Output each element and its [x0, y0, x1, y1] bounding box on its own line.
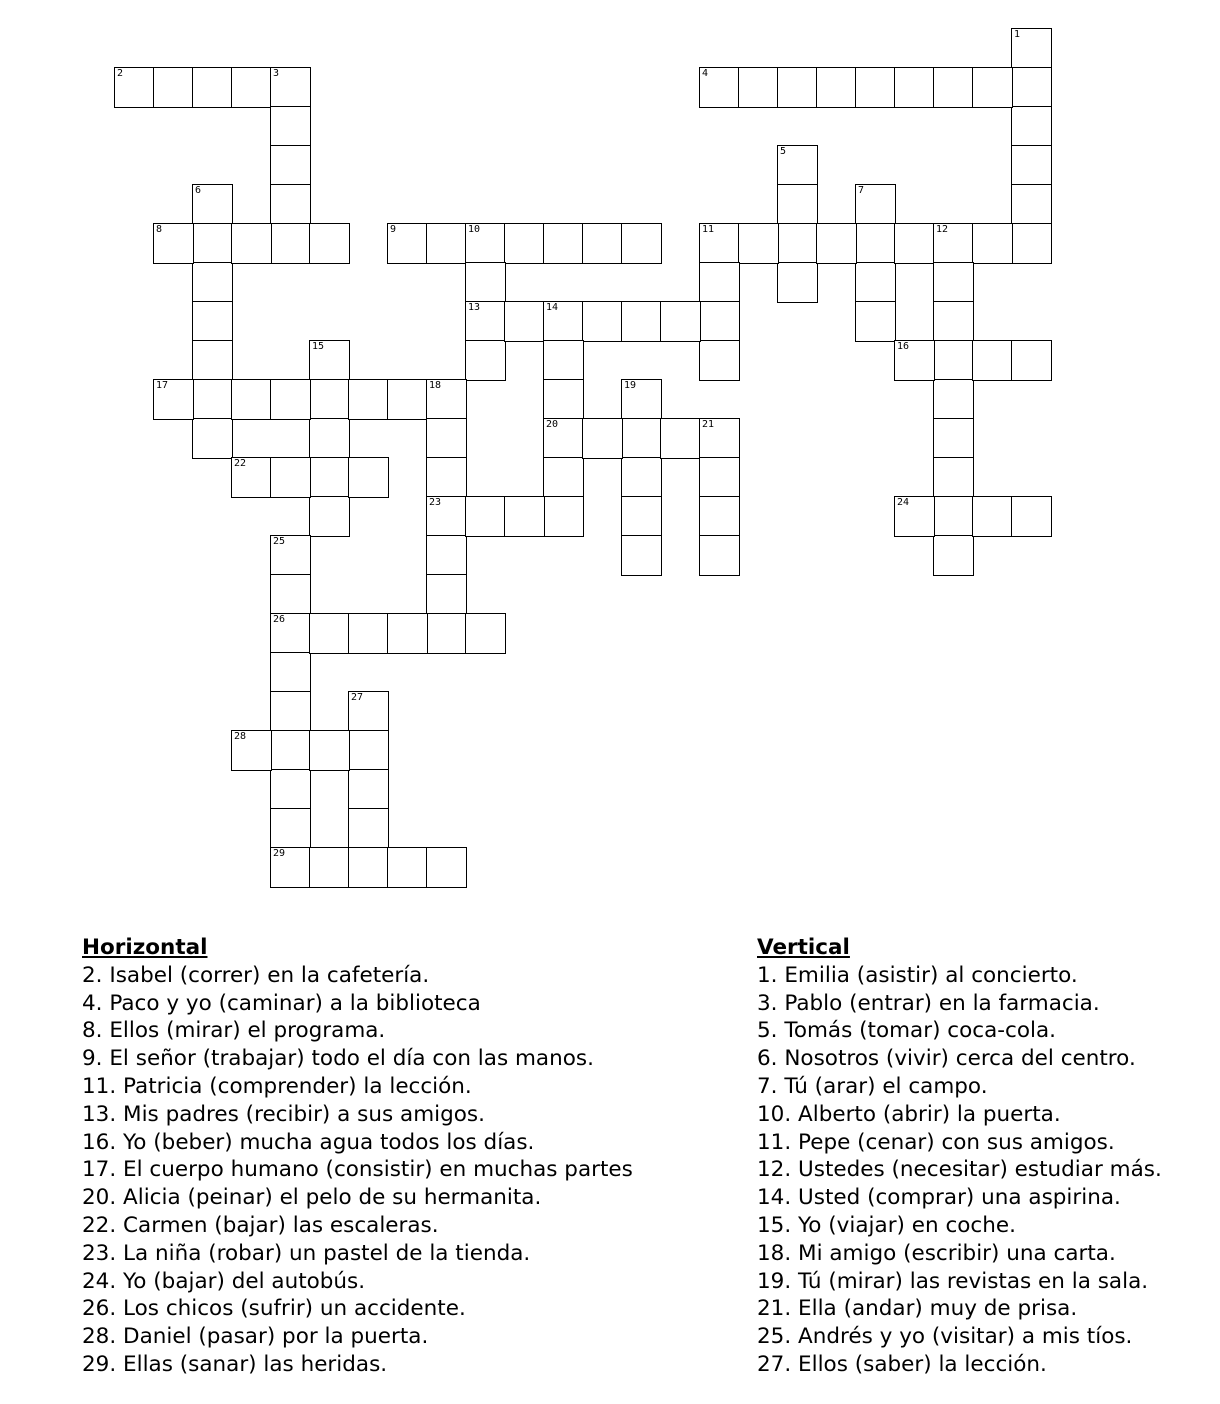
- grid-cell[interactable]: [855, 301, 896, 342]
- grid-cell[interactable]: [426, 496, 467, 537]
- clue-across: 8. Ellos (mirar) el programa.: [82, 1018, 386, 1044]
- grid-cell[interactable]: [582, 418, 623, 459]
- clue-across: 16. Yo (beber) mucha agua todos los días.: [82, 1129, 535, 1155]
- grid-cell[interactable]: [972, 223, 1013, 264]
- grid-cell[interactable]: [933, 301, 974, 342]
- grid-cell[interactable]: [426, 847, 467, 888]
- grid-cell[interactable]: [270, 691, 311, 732]
- grid-cell[interactable]: [348, 769, 389, 810]
- grid-cell[interactable]: [1011, 28, 1052, 69]
- clue-number: 5: [780, 146, 787, 157]
- clue-down: 3. Pablo (entrar) en la farmacia.: [757, 990, 1100, 1016]
- grid-cell[interactable]: [426, 223, 467, 264]
- grid-cell[interactable]: [504, 496, 545, 537]
- grid-cell[interactable]: [894, 340, 935, 381]
- clue-across: 17. El cuerpo humano (consistir) en muchas partes: [82, 1157, 633, 1183]
- clue-number: 9: [390, 224, 397, 235]
- horizontal-clues: [82, 934, 633, 1379]
- clue-down: 5. Tomás (tomar) coca-cola.: [757, 1018, 1056, 1044]
- grid-cell[interactable]: [270, 379, 311, 420]
- clue-across: 28. Daniel (pasar) por la puerta.: [82, 1324, 429, 1350]
- grid-cell[interactable]: [192, 262, 233, 303]
- grid-cell[interactable]: [699, 262, 740, 303]
- grid-cell[interactable]: [192, 184, 233, 225]
- clue-down: 6. Nosotros (vivir) cerca del centro.: [757, 1046, 1136, 1072]
- clue-number: 22: [234, 458, 247, 469]
- clue-down: 18. Mi amigo (escribir) una carta.: [757, 1240, 1116, 1266]
- grid-cell[interactable]: [543, 223, 584, 264]
- grid-cell[interactable]: [387, 847, 428, 888]
- clue-number: 1: [1014, 29, 1021, 40]
- grid-cell[interactable]: [153, 67, 194, 108]
- grid-cell[interactable]: [348, 730, 389, 771]
- grid-cell[interactable]: [621, 223, 662, 264]
- clue-down: 10. Alberto (abrir) la puerta.: [757, 1101, 1061, 1127]
- grid-cell[interactable]: [777, 184, 818, 225]
- grid-cell[interactable]: [309, 613, 350, 654]
- grid-cell[interactable]: [270, 613, 311, 654]
- grid-cell[interactable]: [465, 496, 506, 537]
- grid-cell[interactable]: [816, 223, 857, 264]
- grid-cell[interactable]: [894, 496, 935, 537]
- clue-number: 7: [858, 185, 865, 196]
- clue-down: 15. Yo (viajar) en coche.: [757, 1212, 1016, 1238]
- clue-across: 11. Patricia (comprender) la lección.: [82, 1073, 472, 1099]
- clue-number: 15: [312, 341, 325, 352]
- grid-cell[interactable]: [660, 301, 701, 342]
- grid-cell[interactable]: [231, 730, 272, 771]
- grid-cell[interactable]: [777, 223, 818, 264]
- grid-cell[interactable]: [933, 262, 974, 303]
- clue-number: 20: [546, 419, 559, 430]
- clue-down: 1. Emilia (asistir) al concierto.: [757, 962, 1078, 988]
- grid-cell[interactable]: [270, 574, 311, 615]
- grid-cell[interactable]: [270, 67, 311, 108]
- grid-cell[interactable]: [543, 418, 584, 459]
- grid-cell[interactable]: [543, 379, 584, 420]
- clue-across: 24. Yo (bajar) del autobús.: [82, 1268, 366, 1294]
- grid-cell[interactable]: [270, 457, 311, 498]
- grid-cell[interactable]: [972, 340, 1013, 381]
- clue-number: 26: [273, 614, 286, 625]
- clue-number: 2: [117, 68, 124, 79]
- grid-cell[interactable]: [699, 496, 740, 537]
- grid-cell[interactable]: [855, 184, 896, 225]
- grid-cell[interactable]: [231, 457, 272, 498]
- clue-down: 19. Tú (mirar) las revistas en la sala.: [757, 1268, 1149, 1294]
- grid-cell[interactable]: [933, 457, 974, 498]
- grid-cell[interactable]: [660, 418, 701, 459]
- grid-cell[interactable]: [972, 496, 1013, 537]
- grid-cell[interactable]: [426, 457, 467, 498]
- clue-across: 20. Alicia (peinar) el pelo de su hermanita.: [82, 1185, 542, 1211]
- grid-cell[interactable]: [621, 535, 662, 576]
- grid-cell[interactable]: [777, 145, 818, 186]
- clue-number: 21: [702, 419, 715, 430]
- grid-cell[interactable]: [933, 223, 974, 264]
- grid-cell[interactable]: [192, 418, 233, 459]
- clue-number: 10: [468, 224, 481, 235]
- grid-cell[interactable]: [543, 301, 584, 342]
- grid-cell[interactable]: [855, 223, 896, 264]
- grid-cell[interactable]: [348, 808, 389, 849]
- grid-cell[interactable]: [192, 223, 233, 264]
- grid-cell[interactable]: [1011, 145, 1052, 186]
- grid-cell[interactable]: [426, 535, 467, 576]
- grid-cell[interactable]: [933, 67, 974, 108]
- grid-cell[interactable]: [465, 262, 506, 303]
- grid-cell[interactable]: [348, 613, 389, 654]
- clue-number: 8: [156, 224, 163, 235]
- grid-cell[interactable]: [270, 106, 311, 147]
- grid-cell[interactable]: [933, 379, 974, 420]
- clue-number: 25: [273, 536, 286, 547]
- grid-cell[interactable]: [933, 340, 974, 381]
- grid-cell[interactable]: [426, 574, 467, 615]
- grid-cell[interactable]: [621, 457, 662, 498]
- clue-number: 24: [897, 497, 910, 508]
- clue-across: 22. Carmen (bajar) las escaleras.: [82, 1212, 439, 1238]
- grid-cell[interactable]: [465, 613, 506, 654]
- vertical-heading: Vertical: [757, 935, 850, 960]
- grid-cell[interactable]: [621, 496, 662, 537]
- grid-cell[interactable]: [309, 457, 350, 498]
- grid-cell[interactable]: [192, 67, 233, 108]
- grid-cell[interactable]: [1011, 496, 1052, 537]
- grid-cell[interactable]: [1011, 67, 1052, 108]
- grid-cell[interactable]: [699, 223, 740, 264]
- clue-number: 23: [429, 497, 442, 508]
- grid-cell[interactable]: [699, 67, 740, 108]
- grid-cell[interactable]: [933, 535, 974, 576]
- clue-across: 23. La niña (robar) un pastel de la tienda.: [82, 1240, 531, 1266]
- clue-number: 29: [273, 848, 286, 859]
- clue-number: 3: [273, 68, 280, 79]
- grid-cell[interactable]: [231, 223, 272, 264]
- grid-cell[interactable]: [153, 223, 194, 264]
- grid-cell[interactable]: [894, 223, 935, 264]
- grid-cell[interactable]: [933, 418, 974, 459]
- clue-across: 13. Mis padres (recibir) a sus amigos.: [82, 1101, 485, 1127]
- grid-cell[interactable]: [426, 613, 467, 654]
- grid-cell[interactable]: [582, 301, 623, 342]
- grid-cell[interactable]: [309, 496, 350, 537]
- clue-down: 14. Usted (comprar) una aspirina.: [757, 1185, 1121, 1211]
- grid-cell[interactable]: [504, 301, 545, 342]
- grid-cell[interactable]: [270, 223, 311, 264]
- clue-number: 18: [429, 380, 442, 391]
- clue-down: 11. Pepe (cenar) con sus amigos.: [757, 1129, 1115, 1155]
- grid-cell[interactable]: [309, 340, 350, 381]
- grid-cell[interactable]: [192, 379, 233, 420]
- grid-cell[interactable]: [816, 67, 857, 108]
- clue-number: 6: [195, 185, 202, 196]
- clue-across: 29. Ellas (sanar) las heridas.: [82, 1351, 388, 1377]
- grid-cell[interactable]: [426, 379, 467, 420]
- grid-cell[interactable]: [543, 340, 584, 381]
- grid-cell[interactable]: [348, 847, 389, 888]
- clue-down: 25. Andrés y yo (visitar) a mis tíos.: [757, 1324, 1133, 1350]
- grid-cell[interactable]: [387, 223, 428, 264]
- grid-cell[interactable]: [309, 379, 350, 420]
- clue-down: 27. Ellos (saber) la lección.: [757, 1351, 1047, 1377]
- clue-number: 12: [936, 224, 949, 235]
- grid-cell[interactable]: [543, 457, 584, 498]
- clue-number: 16: [897, 341, 910, 352]
- grid-cell[interactable]: [309, 730, 350, 771]
- grid-cell[interactable]: [309, 418, 350, 459]
- grid-cell[interactable]: [543, 496, 584, 537]
- grid-cell[interactable]: [387, 613, 428, 654]
- grid-cell[interactable]: [1011, 106, 1052, 147]
- grid-cell[interactable]: [777, 67, 818, 108]
- clue-number: 28: [234, 731, 247, 742]
- grid-cell[interactable]: [270, 535, 311, 576]
- grid-cell[interactable]: [855, 67, 896, 108]
- grid-cell[interactable]: [309, 847, 350, 888]
- grid-cell[interactable]: [270, 769, 311, 810]
- grid-cell[interactable]: [1011, 223, 1052, 264]
- clue-across: 4. Paco y yo (caminar) a la biblioteca: [82, 990, 481, 1016]
- clue-number: 13: [468, 302, 481, 313]
- grid-cell[interactable]: [504, 223, 545, 264]
- grid-cell[interactable]: [153, 379, 194, 420]
- grid-cell[interactable]: [1011, 184, 1052, 225]
- clue-number: 17: [156, 380, 169, 391]
- grid-cell[interactable]: [270, 145, 311, 186]
- grid-cell[interactable]: [192, 301, 233, 342]
- grid-cell[interactable]: [270, 184, 311, 225]
- grid-cell[interactable]: [777, 262, 818, 303]
- grid-cell[interactable]: [621, 301, 662, 342]
- clue-across: 9. El señor (trabajar) todo el día con las manos.: [82, 1046, 594, 1072]
- grid-cell[interactable]: [270, 652, 311, 693]
- grid-cell[interactable]: [855, 262, 896, 303]
- grid-cell[interactable]: [231, 67, 272, 108]
- grid-cell[interactable]: [465, 301, 506, 342]
- clue-number: 11: [702, 224, 715, 235]
- grid-cell[interactable]: [1011, 340, 1052, 381]
- grid-cell[interactable]: [465, 340, 506, 381]
- grid-cell[interactable]: [621, 379, 662, 420]
- clue-down: 12. Ustedes (necesitar) estudiar más.: [757, 1157, 1162, 1183]
- clue-down: 21. Ella (andar) muy de prisa.: [757, 1296, 1078, 1322]
- grid-cell[interactable]: [699, 418, 740, 459]
- grid-cell[interactable]: [387, 379, 428, 420]
- grid-cell[interactable]: [933, 496, 974, 537]
- grid-cell[interactable]: [348, 379, 389, 420]
- vertical-clues: [757, 934, 1162, 1379]
- grid-cell[interactable]: [270, 730, 311, 771]
- grid-cell[interactable]: [621, 418, 662, 459]
- grid-cell[interactable]: [699, 535, 740, 576]
- clue-number: 4: [702, 68, 709, 79]
- grid-cell[interactable]: [270, 808, 311, 849]
- clue-down: 7. Tú (arar) el campo.: [757, 1073, 988, 1099]
- grid-cell[interactable]: [738, 223, 779, 264]
- clue-across: 2. Isabel (correr) en la cafetería.: [82, 962, 430, 988]
- grid-cell[interactable]: [738, 67, 779, 108]
- clue-number: 19: [624, 380, 637, 391]
- grid-cell[interactable]: [348, 691, 389, 732]
- grid-cell[interactable]: [699, 340, 740, 381]
- grid-cell[interactable]: [972, 67, 1013, 108]
- grid-cell[interactable]: [699, 301, 740, 342]
- grid-cell[interactable]: [231, 379, 272, 420]
- grid-cell[interactable]: [309, 223, 350, 264]
- clue-across: 26. Los chicos (sufrir) un accidente.: [82, 1296, 466, 1322]
- grid-cell[interactable]: [426, 418, 467, 459]
- grid-cell[interactable]: [582, 223, 623, 264]
- grid-cell[interactable]: [699, 457, 740, 498]
- grid-cell[interactable]: [894, 67, 935, 108]
- clue-number: 27: [351, 692, 364, 703]
- grid-cell[interactable]: [270, 847, 311, 888]
- grid-cell[interactable]: [114, 67, 155, 108]
- horizontal-heading: Horizontal: [82, 935, 208, 960]
- grid-cell[interactable]: [465, 223, 506, 264]
- clue-number: 14: [546, 302, 559, 313]
- grid-cell[interactable]: [348, 457, 389, 498]
- grid-cell[interactable]: [192, 340, 233, 381]
